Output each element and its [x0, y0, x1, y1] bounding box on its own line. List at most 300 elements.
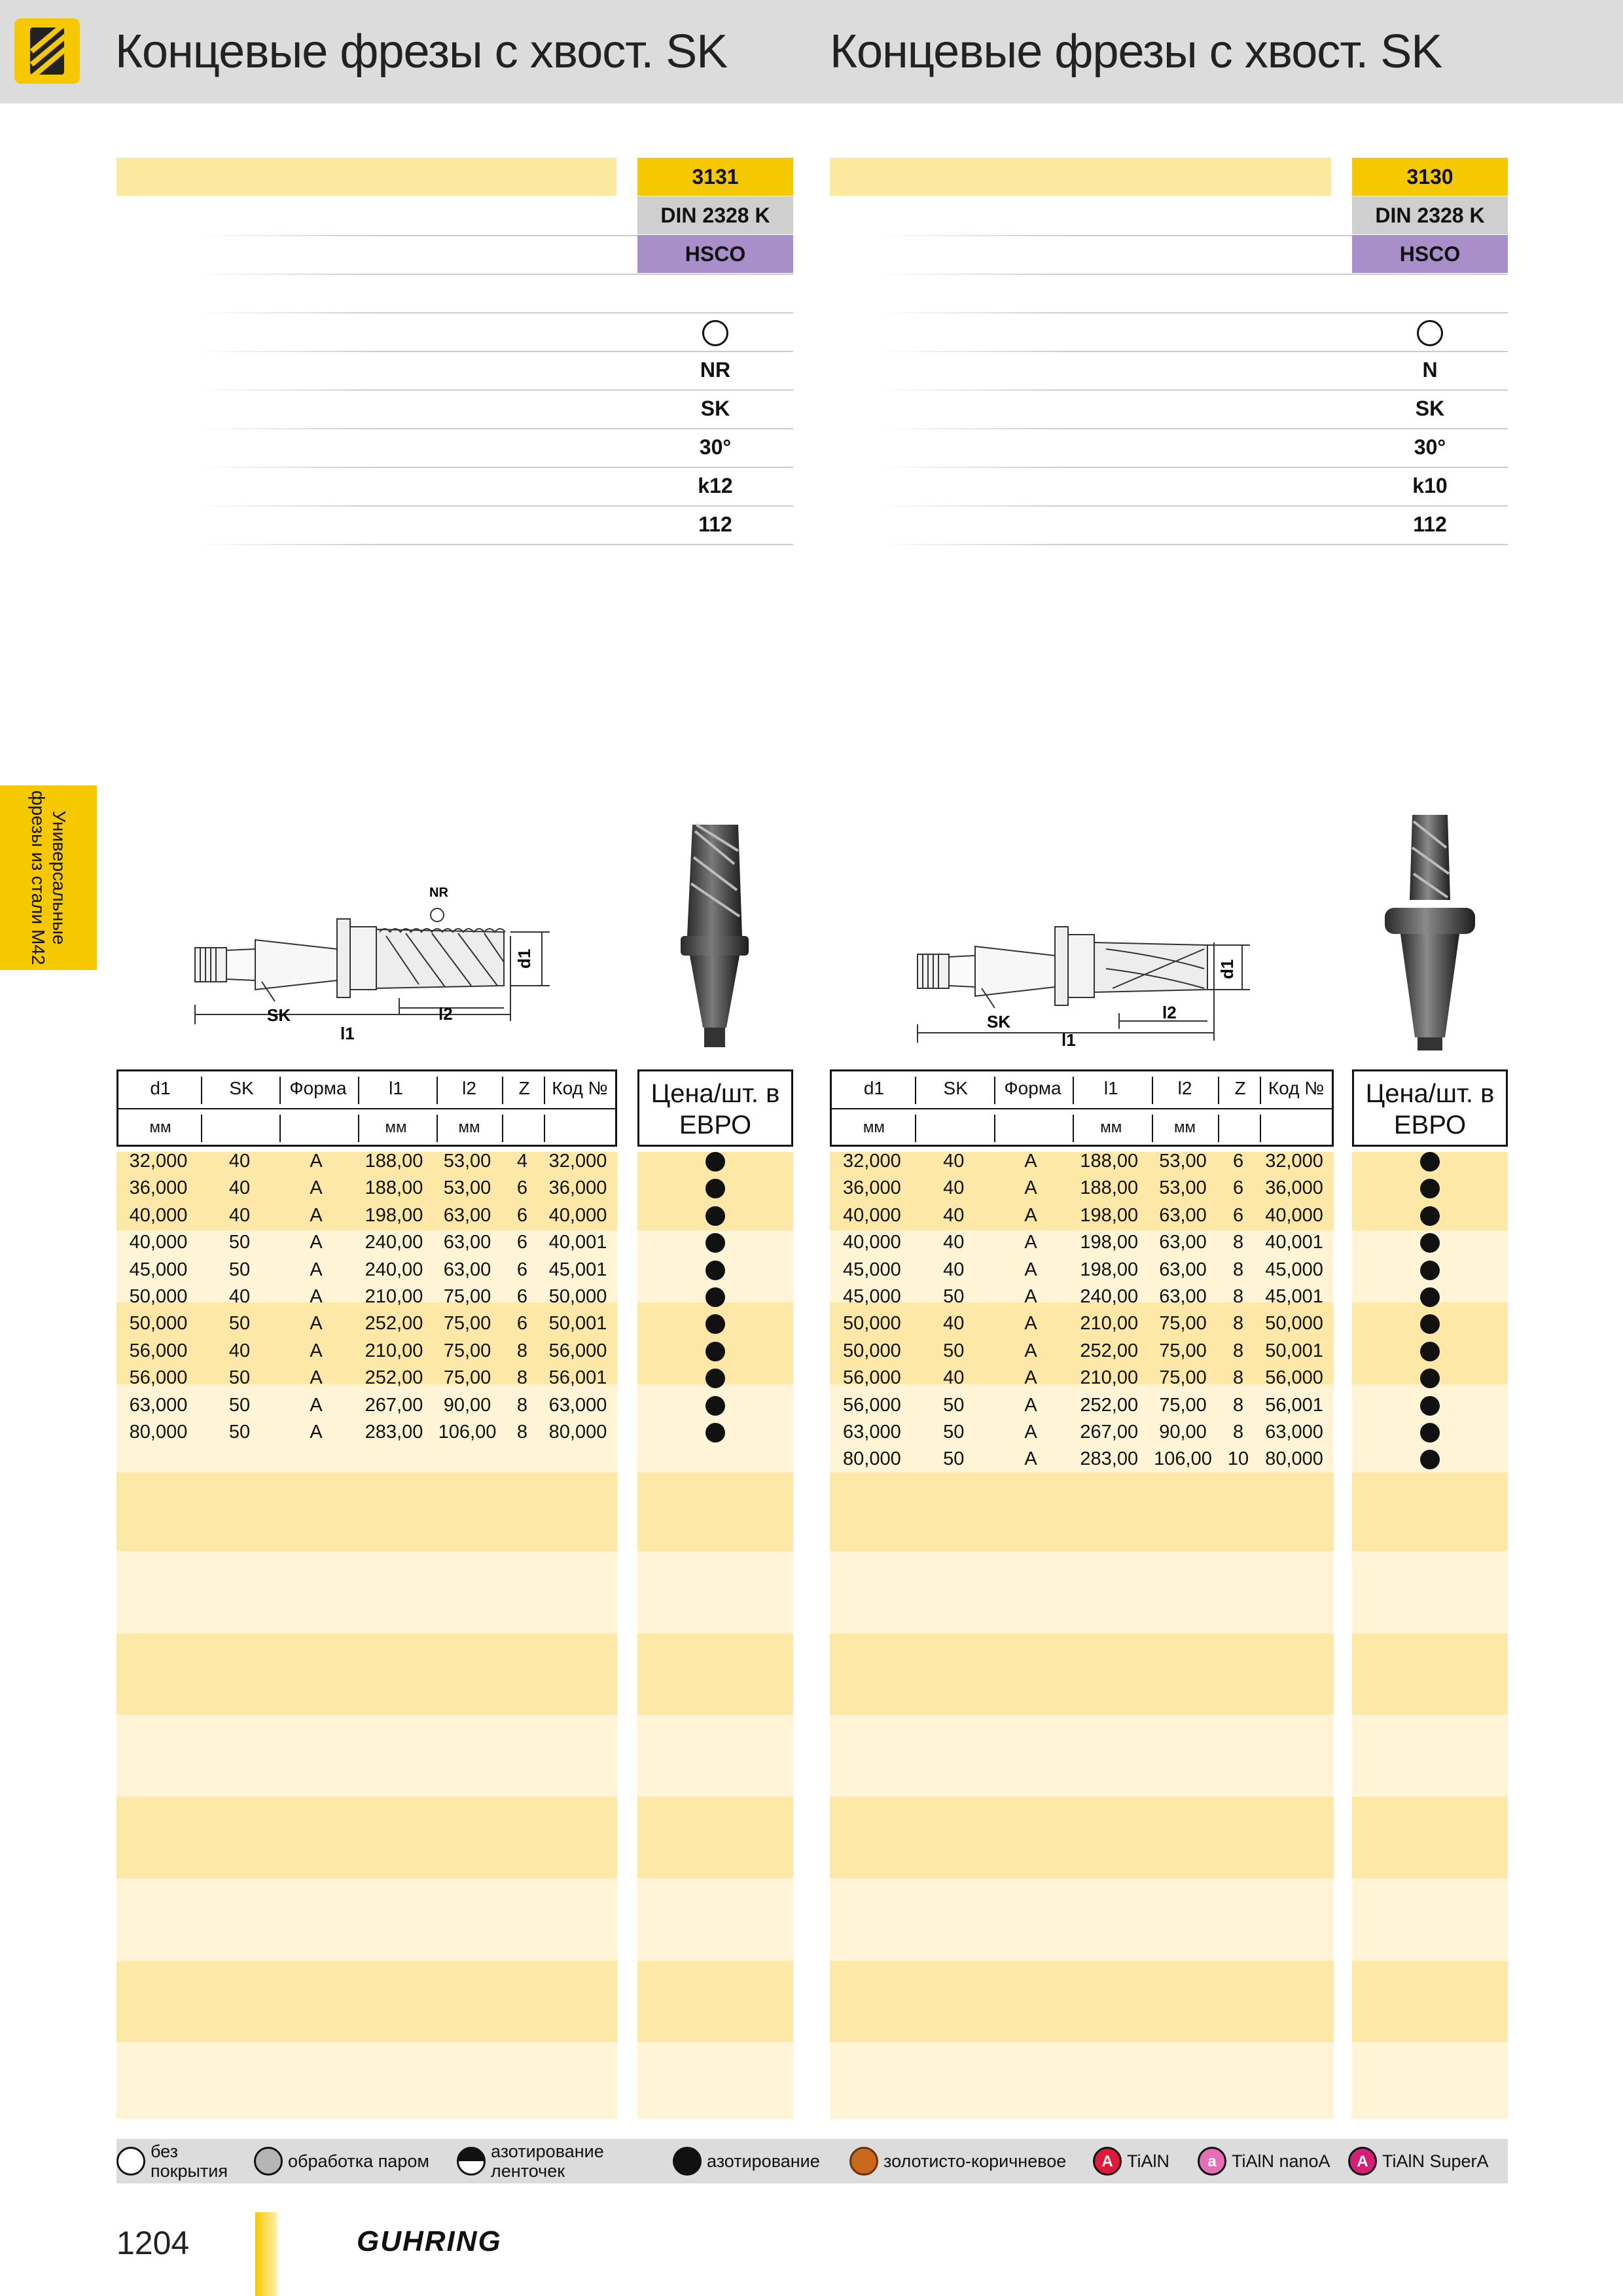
table-cell: 63,000	[129, 1394, 188, 1416]
table-cell: 36,000	[548, 1177, 607, 1199]
table-row	[830, 1338, 1334, 1365]
table-cell: 6	[516, 1259, 528, 1280]
table-cell: 6	[1232, 1204, 1244, 1226]
table-row	[116, 1283, 617, 1310]
product-photo-3130	[1374, 808, 1486, 1057]
table-cell: 6	[1232, 1151, 1244, 1172]
coating-legend	[116, 2139, 1508, 2183]
table-row	[830, 1148, 1334, 1175]
table-cell: 188,00	[1080, 1151, 1139, 1172]
table-cell: 40	[228, 1286, 251, 1307]
circle-empty-icon	[116, 2147, 145, 2176]
table-cell: 240,00	[1080, 1286, 1139, 1307]
table-cell: 6	[1232, 1177, 1244, 1199]
nr-label: NR	[429, 886, 448, 900]
table-cell: 40,001	[1265, 1232, 1323, 1253]
spec-header-band	[830, 158, 1331, 196]
table-band	[830, 1551, 1334, 1634]
table-band	[116, 1878, 617, 1961]
table-cell: 75,00	[1159, 1394, 1207, 1416]
table-cell: A	[1024, 1340, 1037, 1361]
table-cell: 8	[1232, 1422, 1244, 1443]
table-row	[116, 1229, 617, 1256]
header-col-sep	[915, 1115, 916, 1142]
table-cell: 188,00	[365, 1177, 423, 1199]
availability-dot-icon	[705, 1233, 725, 1253]
table-cell: A	[310, 1177, 323, 1199]
technical-drawing-nr	[183, 877, 569, 1054]
circle-empty-icon	[1417, 320, 1443, 346]
header-col-sep	[994, 1115, 995, 1142]
column-header: l2	[462, 1078, 476, 1098]
column-header: SK	[229, 1078, 254, 1098]
table-cell: 63,00	[1159, 1259, 1207, 1280]
availability-dot-icon	[705, 1342, 725, 1361]
coating-none-icon	[1352, 312, 1508, 350]
table-cell: 8	[1232, 1367, 1244, 1389]
table-cell: 75,00	[1159, 1313, 1207, 1335]
table-cell: 8	[1232, 1313, 1244, 1335]
coating-none-icon	[637, 312, 793, 350]
spec-value: 30°	[1414, 435, 1446, 459]
table-cell: 50,000	[843, 1313, 901, 1335]
price-band	[637, 1961, 793, 2042]
table-cell: 8	[1232, 1340, 1244, 1361]
price-band	[1352, 1878, 1508, 1961]
table-cell: A	[1024, 1286, 1037, 1307]
column-header: d1	[150, 1078, 171, 1098]
availability-dot-icon	[705, 1206, 725, 1226]
legend-label: азотирование ленточек	[491, 2142, 604, 2181]
table-band	[830, 1634, 1334, 1715]
availability-dot-icon	[1420, 1206, 1440, 1226]
table-row	[116, 1310, 617, 1337]
table-cell: 40,001	[548, 1232, 607, 1253]
table-cell: 36,000	[1265, 1177, 1323, 1199]
column-header: Форма	[1004, 1078, 1061, 1098]
table-cell: 36,000	[843, 1177, 901, 1199]
table-cell: A	[1024, 1151, 1037, 1172]
page-title-left: Концевые фрезы с хвост. SK	[115, 26, 728, 78]
table-cell: 4	[516, 1151, 528, 1172]
spec-value: N	[1422, 358, 1438, 382]
footer-accent-bar	[255, 2212, 277, 2296]
table-cell: 63,000	[1265, 1422, 1323, 1443]
table-cell: 252,00	[1080, 1394, 1139, 1416]
table-cell: 45,000	[129, 1259, 188, 1280]
price-band	[637, 2042, 793, 2119]
table-cell: 50	[228, 1367, 251, 1389]
price-band	[1352, 1634, 1508, 1715]
spec-value: 3130	[1352, 158, 1508, 196]
header-col-sep	[201, 1115, 202, 1142]
spec-value: HSCO	[637, 235, 793, 273]
table-cell: 45,001	[1265, 1286, 1323, 1307]
circle-black-icon	[673, 2147, 702, 2176]
circle-brown-icon	[849, 2147, 878, 2176]
table-row	[830, 1419, 1334, 1446]
table-band	[116, 1634, 617, 1715]
table-cell: 63,00	[1159, 1286, 1207, 1307]
table-cell: 240,00	[365, 1232, 423, 1253]
table-cell: 32,000	[1265, 1151, 1323, 1172]
table-cell: 252,00	[365, 1367, 423, 1389]
table-cell: A	[1024, 1422, 1037, 1443]
table-cell: 75,00	[443, 1367, 491, 1389]
availability-dot-icon	[1420, 1342, 1440, 1361]
availability-dot-icon	[705, 1261, 725, 1280]
availability-dot-icon	[705, 1152, 725, 1172]
table-cell: A	[310, 1313, 323, 1335]
product-photo-3131	[661, 805, 772, 1054]
spec-value: 112	[1413, 512, 1447, 536]
table-band	[116, 1797, 617, 1878]
table-band	[830, 1797, 1334, 1878]
table-cell: 50	[228, 1313, 251, 1335]
availability-dot-icon	[705, 1396, 725, 1416]
table-row	[830, 1202, 1334, 1229]
table-cell: 50,001	[1265, 1340, 1323, 1361]
table-cell: 40,000	[843, 1232, 901, 1253]
price-header: Цена/шт. в ЕВРО	[1352, 1069, 1508, 1147]
table-cell: 6	[516, 1232, 528, 1253]
table-row	[830, 1175, 1334, 1202]
table-cell: 240,00	[365, 1259, 423, 1280]
table-cell: A	[1024, 1177, 1037, 1199]
table-cell: A	[310, 1259, 323, 1280]
table-cell: 90,00	[1159, 1422, 1207, 1443]
table-cell: 106,00	[1154, 1448, 1212, 1470]
table-cell: 63,00	[443, 1232, 491, 1253]
table-cell: 75,00	[443, 1340, 491, 1361]
table-cell: 8	[516, 1422, 528, 1443]
price-band	[637, 1551, 793, 1634]
spec-value: k12	[698, 474, 733, 497]
table-cell: 50	[228, 1422, 251, 1443]
header-col-sep	[1260, 1115, 1261, 1142]
table-cell: 75,00	[1159, 1367, 1207, 1389]
table-cell: 40,000	[129, 1232, 188, 1253]
table-cell: 267,00	[365, 1394, 423, 1416]
table-cell: 50	[943, 1448, 965, 1470]
table-cell: 53,00	[1159, 1151, 1207, 1172]
table-row	[830, 1257, 1334, 1283]
d1-label-right: d1	[1217, 959, 1237, 979]
table-cell: 198,00	[1080, 1204, 1139, 1226]
table-cell: 252,00	[1080, 1340, 1139, 1361]
table-cell: 50,000	[129, 1313, 188, 1335]
spec-value: DIN 2328 K	[1352, 196, 1508, 234]
table-cell: 75,00	[443, 1313, 491, 1335]
table-row	[830, 1310, 1334, 1337]
table-cell: A	[310, 1232, 323, 1253]
table-cell: 283,00	[365, 1422, 423, 1443]
table-cell: 50,000	[548, 1286, 607, 1307]
table-cell: 8	[516, 1367, 528, 1389]
column-unit: мм	[149, 1119, 171, 1136]
table-cell: 50,001	[548, 1313, 607, 1335]
table-cell: 198,00	[1080, 1232, 1139, 1253]
l1-label: l1	[340, 1024, 355, 1043]
column-header: Форма	[289, 1078, 347, 1098]
circle-a-red-icon	[1093, 2147, 1122, 2176]
l1-label-right: l1	[1061, 1030, 1076, 1050]
l2-label: l2	[438, 1004, 453, 1024]
spec-value	[637, 274, 793, 312]
table-cell: 40	[228, 1340, 251, 1361]
table-cell: 36,000	[129, 1177, 188, 1199]
table-cell: 32,000	[129, 1151, 188, 1172]
table-cell: 90,00	[443, 1394, 491, 1416]
table-cell: 32,000	[843, 1151, 901, 1172]
spec-value: SK	[700, 397, 730, 420]
table-cell: 50,000	[843, 1340, 901, 1361]
table-cell: 63,00	[1159, 1204, 1207, 1226]
table-row	[830, 1365, 1334, 1391]
l2-label-right: l2	[1162, 1003, 1177, 1022]
availability-dot-icon	[1420, 1233, 1440, 1253]
table-cell: 210,00	[1080, 1313, 1139, 1335]
spec-value: DIN 2328 K	[637, 196, 793, 234]
table-band	[116, 1551, 617, 1634]
spec-value: HSCO	[1352, 235, 1508, 273]
table-cell: 40	[943, 1367, 965, 1389]
column-unit: мм	[385, 1119, 407, 1136]
circle-a-pink-icon	[1198, 2147, 1226, 2176]
circle-half-icon	[457, 2147, 486, 2176]
table-cell: 80,000	[843, 1448, 901, 1470]
price-band	[1352, 1961, 1508, 2042]
table-cell: 56,001	[548, 1367, 607, 1389]
table-cell: 50,000	[129, 1286, 188, 1307]
table-cell: 6	[516, 1204, 528, 1226]
legend-item	[849, 2139, 1066, 2183]
table-cell: 106,00	[438, 1422, 497, 1443]
table-cell: 40,000	[129, 1204, 188, 1226]
price-band	[637, 1473, 793, 1551]
table-cell: 198,00	[365, 1204, 423, 1226]
table-cell: A	[1024, 1313, 1037, 1335]
table-cell: A	[1024, 1367, 1037, 1389]
table-cell: 8	[516, 1340, 528, 1361]
table-cell: 56,000	[548, 1340, 607, 1361]
table-cell: 80,000	[548, 1422, 607, 1443]
table-header	[116, 1069, 617, 1147]
spec-value: k10	[1412, 474, 1448, 497]
availability-dot-icon	[1420, 1396, 1440, 1416]
table-band	[830, 2042, 1334, 2119]
table-row	[116, 1148, 617, 1175]
availability-dot-icon	[705, 1287, 725, 1307]
table-cell: A	[1024, 1232, 1037, 1253]
table-cell: 80,000	[1265, 1448, 1323, 1470]
table-cell: 40	[943, 1177, 965, 1199]
table-header	[830, 1069, 1334, 1147]
table-cell: A	[310, 1340, 323, 1361]
drill-logo-icon	[14, 18, 80, 84]
legend-item	[673, 2139, 820, 2183]
table-cell: 198,00	[1080, 1259, 1139, 1280]
table-cell: 6	[516, 1313, 528, 1335]
table-cell: 75,00	[1159, 1340, 1207, 1361]
table-cell: 45,001	[548, 1259, 607, 1280]
table-cell: 45,000	[843, 1286, 901, 1307]
availability-dot-icon	[1420, 1369, 1440, 1388]
column-unit: мм	[458, 1119, 480, 1136]
column-header: l1	[389, 1078, 403, 1098]
table-cell: 80,000	[129, 1422, 188, 1443]
availability-dot-icon	[1420, 1261, 1440, 1280]
page-number: 1204	[116, 2225, 190, 2261]
table-row	[116, 1175, 617, 1202]
table-row	[116, 1338, 617, 1365]
table-cell: 63,00	[443, 1259, 491, 1280]
table-cell: 210,00	[365, 1286, 423, 1307]
spec-value	[1352, 544, 1508, 582]
legend-item	[1198, 2139, 1330, 2183]
table-cell: 63,000	[843, 1422, 901, 1443]
table-row	[116, 1392, 617, 1419]
table-cell: 50,000	[1265, 1313, 1323, 1335]
table-cell: A	[310, 1151, 323, 1172]
table-cell: 283,00	[1080, 1448, 1139, 1470]
spec-value	[1352, 274, 1508, 312]
column-header: Z	[518, 1078, 530, 1098]
legend-label: TiAlN	[1127, 2151, 1169, 2171]
header-divider	[832, 1108, 1332, 1109]
table-cell: 40,000	[548, 1204, 607, 1226]
table-band	[116, 1961, 617, 2042]
legend-label: TiAlN nanoA	[1232, 2151, 1330, 2171]
table-cell: 40	[943, 1151, 965, 1172]
price-band	[1352, 2042, 1508, 2119]
table-cell: 56,000	[843, 1394, 901, 1416]
header-col-sep	[279, 1115, 281, 1142]
spec-value	[637, 544, 793, 582]
table-cell: A	[310, 1286, 323, 1307]
table-cell: 8	[1232, 1259, 1244, 1280]
legend-item	[254, 2139, 429, 2183]
legend-label: TiAlN SuperA	[1382, 2151, 1489, 2171]
table-cell: 50	[228, 1232, 251, 1253]
table-cell: 40	[943, 1313, 965, 1335]
brand-logo: GUHRING	[357, 2225, 502, 2257]
table-cell: 56,001	[1265, 1394, 1323, 1416]
price-band	[637, 1878, 793, 1961]
column-unit: мм	[1100, 1119, 1122, 1136]
table-cell: 210,00	[1080, 1367, 1139, 1389]
table-cell: 50	[228, 1394, 251, 1416]
technical-drawing-n	[910, 916, 1276, 1060]
price-band	[637, 1797, 793, 1878]
table-row	[830, 1446, 1334, 1473]
price-band	[1352, 1797, 1508, 1878]
table-cell: 8	[516, 1394, 528, 1416]
table-cell: 75,00	[443, 1286, 491, 1307]
spec-value: SK	[1415, 397, 1445, 420]
table-cell: 252,00	[365, 1313, 423, 1335]
table-cell: 53,00	[443, 1151, 491, 1172]
table-cell: 53,00	[443, 1177, 491, 1199]
column-unit: мм	[1174, 1119, 1196, 1136]
table-cell: 63,00	[1159, 1232, 1207, 1253]
table-band	[116, 2042, 617, 2119]
table-row	[830, 1392, 1334, 1419]
circle-a-magenta-icon	[1348, 2147, 1377, 2176]
table-cell: A	[1024, 1448, 1037, 1470]
availability-dot-icon	[1420, 1152, 1440, 1172]
table-band	[116, 1473, 617, 1551]
table-cell: 188,00	[1080, 1177, 1139, 1199]
table-row	[116, 1419, 617, 1446]
table-cell: 6	[516, 1286, 528, 1307]
header-divider	[118, 1108, 615, 1109]
table-row	[116, 1365, 617, 1391]
table-cell: 40,000	[1265, 1204, 1323, 1226]
table-cell: A	[1024, 1204, 1037, 1226]
table-cell: 56,000	[843, 1367, 901, 1389]
table-cell: 40	[943, 1232, 965, 1253]
spec-value: NR	[700, 358, 731, 382]
table-cell: 63,00	[443, 1204, 491, 1226]
legend-letter: A	[1357, 2153, 1368, 2170]
table-cell: 50	[228, 1259, 251, 1280]
legend-label: золотисто-коричневое	[883, 2151, 1067, 2171]
table-cell: 8	[1232, 1232, 1244, 1253]
table-band	[830, 1473, 1334, 1551]
table-cell: 45,000	[843, 1259, 901, 1280]
table-cell: 10	[1227, 1448, 1249, 1470]
spec-value: 112	[698, 512, 732, 536]
column-header: SK	[943, 1078, 968, 1098]
table-cell: 40	[228, 1151, 251, 1172]
price-header: Цена/шт. в ЕВРО	[637, 1069, 793, 1147]
table-band	[116, 1715, 617, 1797]
table-cell: A	[310, 1422, 323, 1443]
table-row	[830, 1229, 1334, 1256]
table-cell: A	[310, 1204, 323, 1226]
spec-value: 3131	[637, 158, 793, 196]
price-band	[1352, 1551, 1508, 1634]
table-cell: A	[310, 1367, 323, 1389]
table-row	[116, 1257, 617, 1283]
legend-letter: A	[1101, 2153, 1113, 2170]
table-cell: 56,000	[129, 1340, 188, 1361]
spec-value: 30°	[699, 435, 732, 459]
price-band	[1352, 1715, 1508, 1797]
legend-letter: a	[1207, 2153, 1217, 2170]
table-cell: A	[1024, 1259, 1037, 1280]
price-band	[637, 1715, 793, 1797]
legend-label: азотирование	[707, 2151, 820, 2171]
table-cell: 40	[943, 1259, 965, 1280]
legend-item	[457, 2139, 622, 2183]
legend-label: без покрытия	[151, 2142, 228, 2181]
availability-dot-icon	[1420, 1287, 1440, 1307]
table-cell: 267,00	[1080, 1422, 1139, 1443]
availability-dot-icon	[705, 1423, 725, 1443]
table-cell: 50	[943, 1340, 965, 1361]
circle-grey-icon	[254, 2147, 283, 2176]
circle-empty-icon	[702, 320, 728, 346]
column-header: Код №	[552, 1078, 608, 1098]
column-header: Z	[1234, 1078, 1246, 1098]
price-band	[637, 1634, 793, 1715]
table-cell: 45,000	[1265, 1259, 1323, 1280]
table-band	[830, 1715, 1334, 1797]
table-cell: 210,00	[365, 1340, 423, 1361]
table-band	[830, 1878, 1334, 1961]
